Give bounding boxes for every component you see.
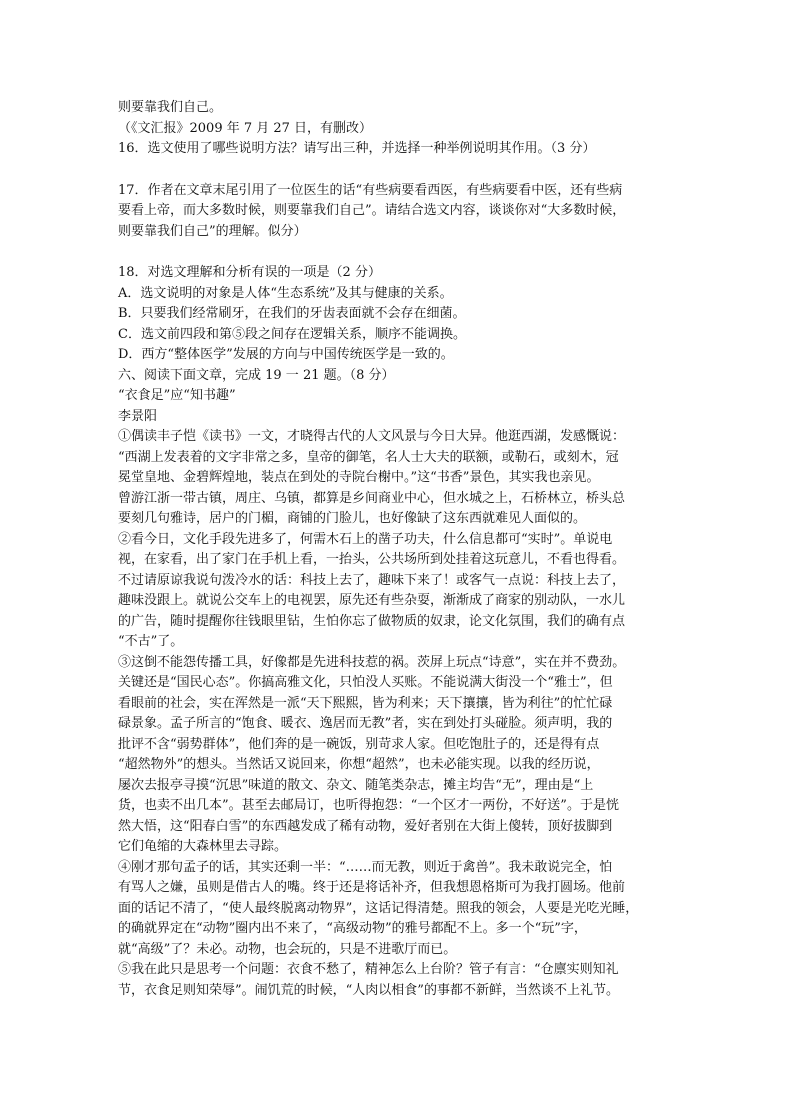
text-line: D．西方“整体医学”发展的方向与中国传统医学是一致的。 bbox=[118, 347, 454, 362]
text-line: 面的话记不清了，“使人最终脱离动物界”，这话记得清楚。照我的领会，人要是光吃光睡， bbox=[118, 900, 639, 916]
text-line: 就“高级”了？未必。动物，也会玩的，只是不进歌厅而已。 bbox=[118, 941, 457, 957]
text-line: ②看今日，文化手段先进多了，何需木石上的凿子功夫，什么信息都可“实时”。单说电 bbox=[118, 531, 613, 547]
text-line: 有骂人之嫌，虽则是借古人的嘴。终于还是将话补齐，但我想恩格斯可为我打圆场。他前 bbox=[118, 880, 626, 895]
text-line: ①偶读丰子恺《读书》一文，才晓得古代的人文风景与今日大异。他逛西湖，发感慨说： bbox=[118, 429, 626, 444]
text-line: 看眼前的社会，实在浑然是一派“天下熙熙，皆为利来；天下攘攘，皆为利往”的忙忙碌 bbox=[118, 695, 613, 711]
text-line: ③这倒不能怨传播工具，好像都是先进科技惹的祸。茨屏上玩点“诗意”，实在并不费劲。 bbox=[118, 654, 626, 670]
text-line: 不过请原谅我说句泼冷水的话：科技上去了，趣味下来了！或客气一点说：科技上去了， bbox=[118, 572, 626, 588]
blank-line bbox=[118, 242, 678, 263]
text-line: 17．作者在文章末尾引用了一位医生的话“有些病要看西医，有些病要看中医，还有些病 bbox=[118, 182, 623, 198]
text-line: 然大悟，这“阳春白雪”的东西越发成了稀有动物，爱好者别在大街上傻转，顶好拔脚到 bbox=[118, 818, 613, 834]
text-line: C．选文前四段和第⑤段之间存在逻辑关系，顺序不能调换。 bbox=[118, 326, 466, 342]
text-line: ④刚才那句孟子的话，其实还剩一半：“……而无教，则近于禽兽”。我未敢说完全，怕 bbox=[118, 859, 613, 875]
text-line: “西湖上发表着的文字非常之多，皇帝的御笔，名人士大夫的联额，或勒石，或刻木，冠 bbox=[118, 449, 619, 465]
text-line: 18．对选文理解和分析有误的一项是（2 分） bbox=[118, 265, 381, 280]
text-line: 趣味没跟上。就说公交车上的电视罢，原先还有些杂耍，渐渐成了商家的别动队，一水儿 bbox=[118, 593, 626, 608]
text-line: 则要靠我们自己。 bbox=[118, 100, 223, 115]
blank-line bbox=[118, 160, 678, 181]
text-line: 李景阳 bbox=[118, 408, 158, 424]
text-line: 则要靠我们自己”的理解。似分） bbox=[118, 223, 307, 239]
text-line: 它们龟缩的大森林里去寻踪。 bbox=[118, 839, 288, 854]
text-line: 曾游江浙一带古镇，周庄、乌镇，都算是乡间商业中心，但水城之上，石桥林立，桥头总 bbox=[118, 490, 626, 506]
text-line: 批评不含“弱势群体”，他们奔的是一碗饭，别苛求人家。但吃饱肚子的，还是得有点 bbox=[118, 736, 600, 752]
text-line: 关键还是“国民心态”。你搞高雅文化，只怕没人买账。不能说满大街没一个“雅士”，但 bbox=[118, 675, 613, 690]
text-line: “衣食足”应“知书趣” bbox=[118, 388, 236, 403]
text-line: 要刻几句雅诗，居户的门楣，商铺的门脸儿，也好像缺了这东西就难见人面似的。 bbox=[118, 511, 587, 526]
text-line: 的确就界定在“动物”圈内出不来了，“高级动物”的雅号都配不上。多一个“玩”字， bbox=[118, 921, 587, 936]
text-line: 16．选文使用了哪些说明方法？请写出三种，并选择一种举例说明其作用。（3 分） bbox=[118, 141, 596, 156]
text-line: 节，衣食足则知荣辱”。闹饥荒的时候，“人肉以相食”的事都不新鲜，当然谈不上礼节。 bbox=[118, 982, 619, 998]
text-line: 要看上帝，而大多数时候，则要靠我们自己”。请结合选文内容，谈谈你对“大多数时候， bbox=[118, 203, 626, 218]
text-line: 货，也卖不出几本”。甚至去邮局订，也听得抱怨：“一个区才一两份，不好送”。于是恍 bbox=[118, 798, 619, 813]
text-line: B．只要我们经常刷牙，在我们的牙齿表面就不会存在细菌。 bbox=[118, 306, 466, 321]
text-line: 屡次去报亭寻摸“沉思”味道的散文、杂文、随笔类杂志，摊主均告“无”，理由是“上 bbox=[118, 777, 594, 793]
text-line: ⑤我在此只是思考一个问题：衣食不愁了，精神怎么上台阶？管子有言：“仓廪实则知礼 bbox=[118, 962, 619, 977]
text-line: 冕堂皇地、金碧辉煌地，装点在到处的寺院台榭中。”这“书香”景色，其实我也亲见。 bbox=[118, 470, 600, 485]
document-page bbox=[118, 98, 678, 1001]
text-line: 的广告，随时提醒你往钱眼里钻，生怕你忘了做物质的奴隶，论文化氛围，我们的确有点 bbox=[118, 613, 626, 629]
text-line: “超然物外”的想头。当然话又说回来，你想“超然”，也未必能实现。以我的经历说， bbox=[118, 757, 600, 772]
text-line: 碌景象。孟子所言的“饱食、暖衣、逸居而无教”者，实在到处打头碰脸。须声明，我的 bbox=[118, 716, 613, 731]
text-line: 视，在家看，出了家门在手机上看，一抬头，公共场所到处挂着这玩意儿，不看也得看。 bbox=[118, 552, 626, 567]
text-line: 六、阅读下面文章，完成 19 一 21 题。（8 分） bbox=[118, 367, 395, 383]
text-line: （《文汇报》2009 年 7 月 27 日，有删改） bbox=[118, 120, 373, 136]
text-line: “不古”了。 bbox=[118, 634, 184, 649]
text-line: A．选文说明的对象是人体“生态系统”及其与健康的关系。 bbox=[118, 285, 453, 301]
